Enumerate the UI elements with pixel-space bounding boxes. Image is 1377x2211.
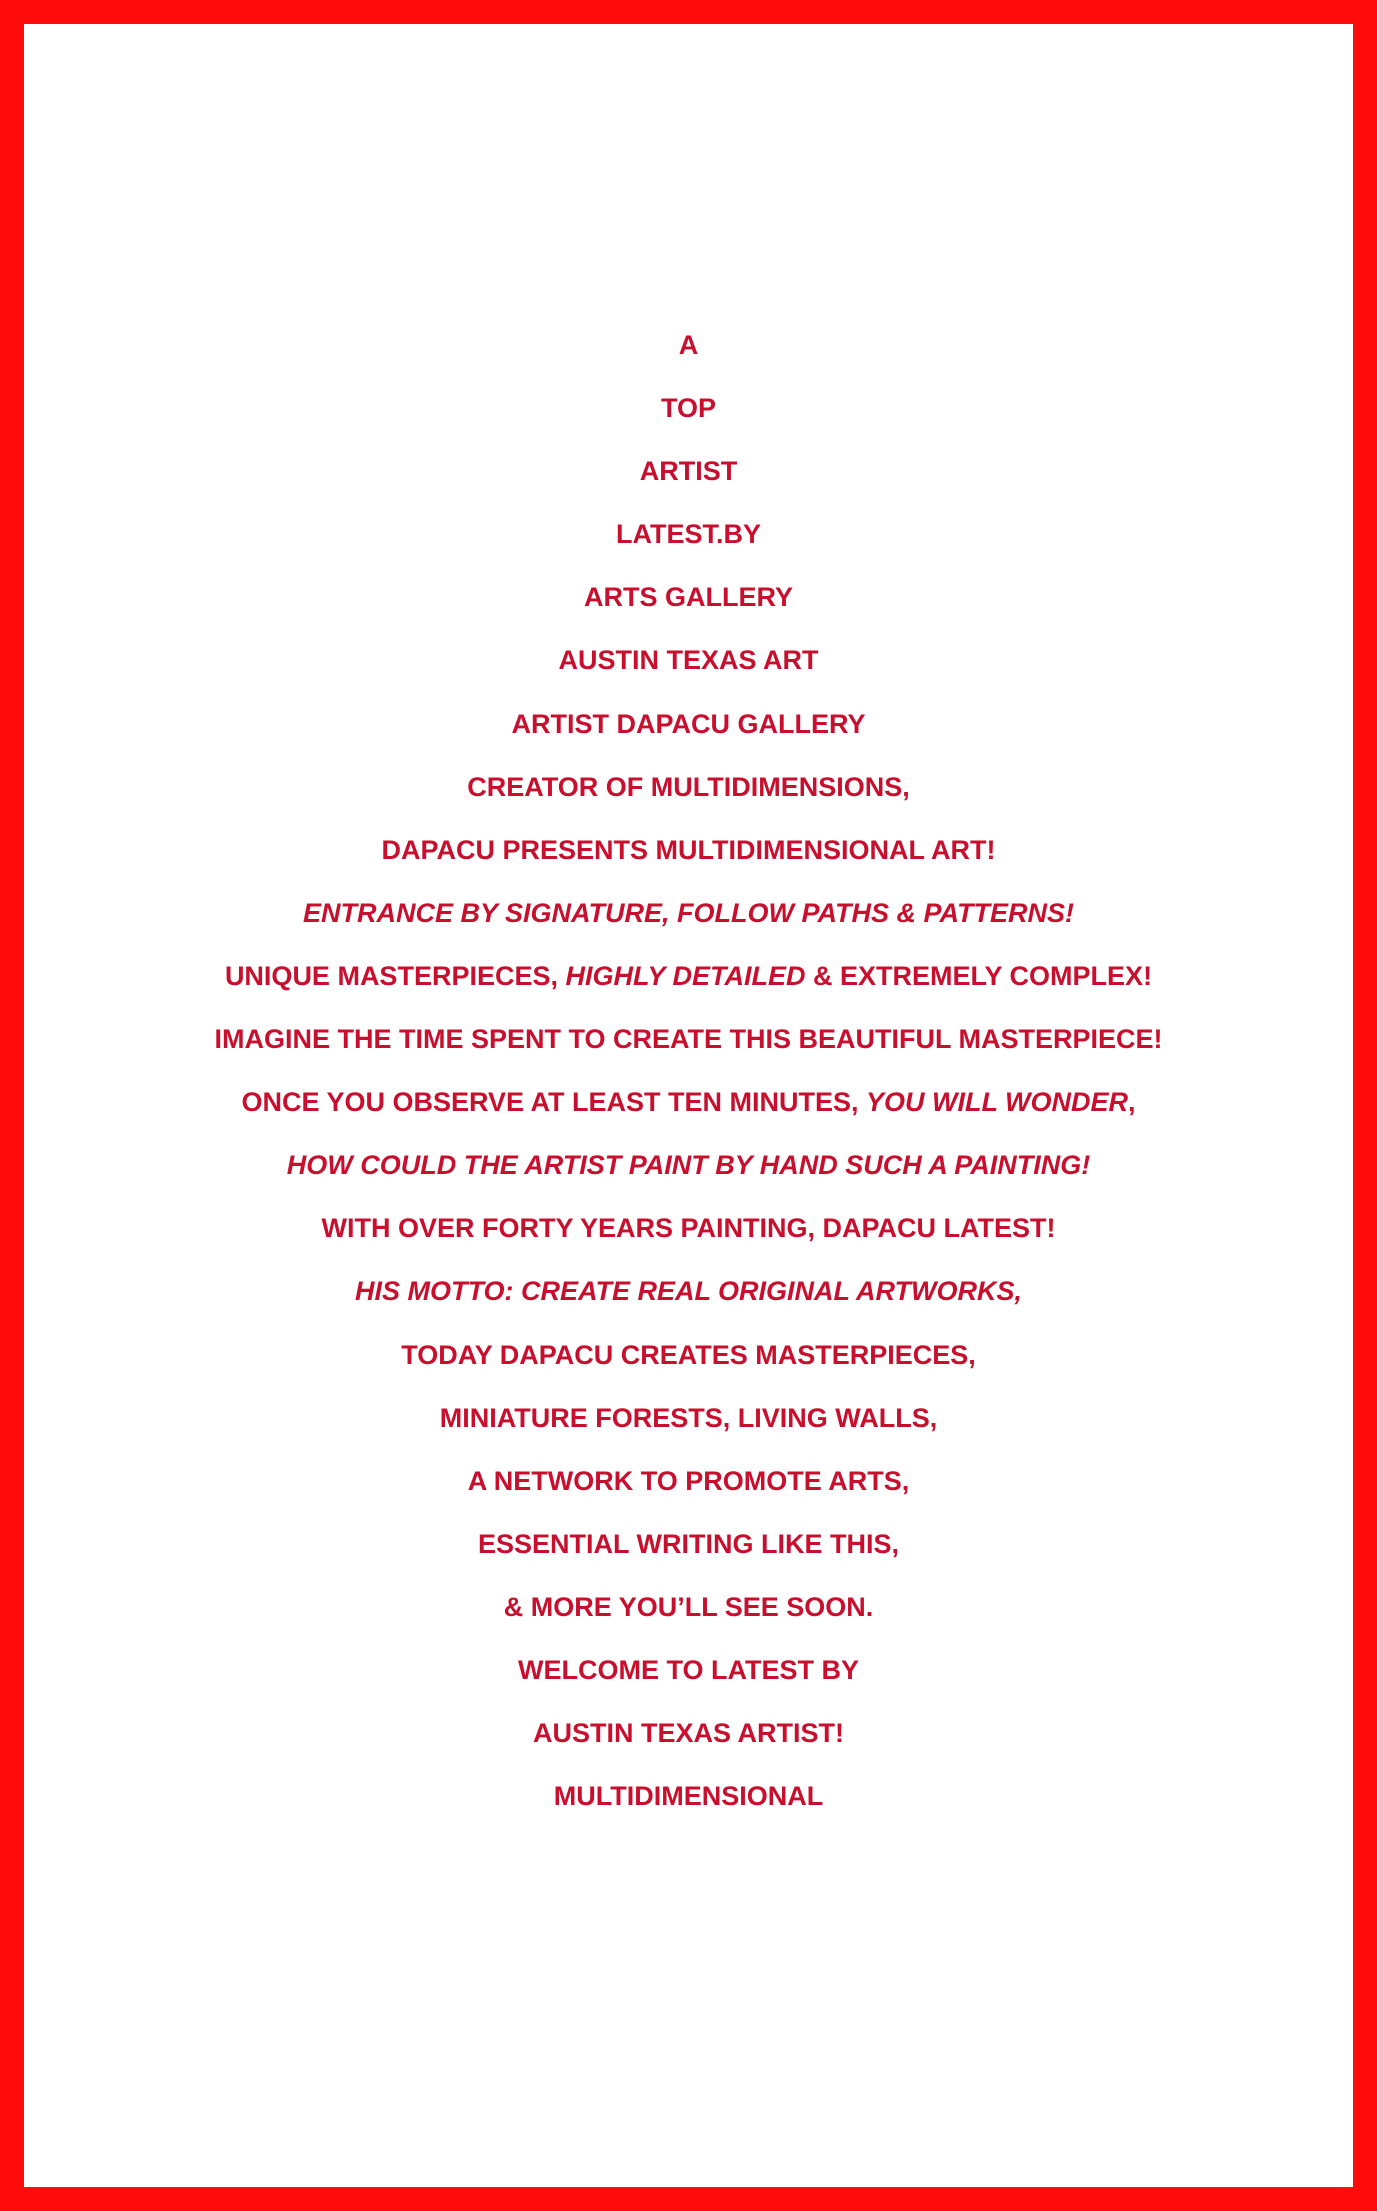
line-multidimensional: MULTIDIMENSIONAL — [553, 1781, 824, 1812]
line-unique-masterpieces-part1: UNIQUE MASTERPIECES, — [224, 960, 566, 991]
line-imagine-the-time: IMAGINE THE TIME SPENT TO CREATE THIS BEAUTIFUL MASTERPIECE! — [214, 1024, 1163, 1055]
line-latest-by: LATEST.BY — [615, 519, 761, 550]
line-austin-texas-artist: AUSTIN TEXAS ARTIST! — [532, 1718, 844, 1749]
line-unique-masterpieces — [24, 945, 1353, 1008]
line-dapacu-presents: DAPACU PRESENTS MULTIDIMENSIONAL ART! — [381, 834, 996, 865]
line-once-you-observe — [24, 1071, 1353, 1134]
poem-text-block — [24, 314, 1353, 1828]
line-once-you-observe-part1: ONCE YOU OBSERVE AT LEAST TEN MINUTES, — [241, 1087, 867, 1118]
line-welcome-to-latest-by: WELCOME TO LATEST BY — [518, 1654, 859, 1685]
line-top: TOP — [660, 393, 716, 424]
line-his-motto: HIS MOTTO: CREATE REAL ORIGINAL ARTWORKS, — [354, 1276, 1022, 1307]
line-once-you-observe-italic: YOU WILL WONDER — [866, 1087, 1129, 1118]
line-with-over-forty-years: WITH OVER FORTY YEARS PAINTING, DAPACU LATEST! — [321, 1213, 1056, 1244]
line-a-network: A NETWORK TO PROMOTE ARTS, — [467, 1465, 910, 1496]
line-arts-gallery: ARTS GALLERY — [584, 582, 793, 613]
line-artist: ARTIST — [639, 456, 738, 487]
line-austin-texas-art: AUSTIN TEXAS ART — [558, 645, 819, 676]
line-a: A — [678, 330, 699, 360]
line-and-more: & MORE YOU’LL SEE SOON. — [503, 1591, 874, 1622]
line-miniature-forests: MINIATURE FORESTS, LIVING WALLS, — [439, 1402, 938, 1433]
line-how-could-the-artist: HOW COULD THE ARTIST PAINT BY HAND SUCH A PAINTING! — [286, 1150, 1091, 1181]
line-artist-dapacu-gallery: ARTIST DAPACU GALLERY — [511, 708, 866, 739]
line-essential-writing: ESSENTIAL WRITING LIKE THIS, — [477, 1528, 900, 1559]
line-once-you-observe-part3: , — [1128, 1087, 1136, 1118]
line-creator-of-multidimensions: CREATOR OF MULTIDIMENSIONS, — [467, 771, 910, 802]
line-entrance-by-signature: ENTRANCE BY SIGNATURE, FOLLOW PATHS & PATTERNS! — [303, 897, 1074, 928]
line-unique-masterpieces-italic: HIGHLY DETAILED — [565, 960, 806, 991]
line-today-dapacu-creates: TODAY DAPACU CREATES MASTERPIECES, — [401, 1339, 976, 1370]
line-unique-masterpieces-part3: & EXTREMELY COMPLEX! — [805, 960, 1153, 991]
